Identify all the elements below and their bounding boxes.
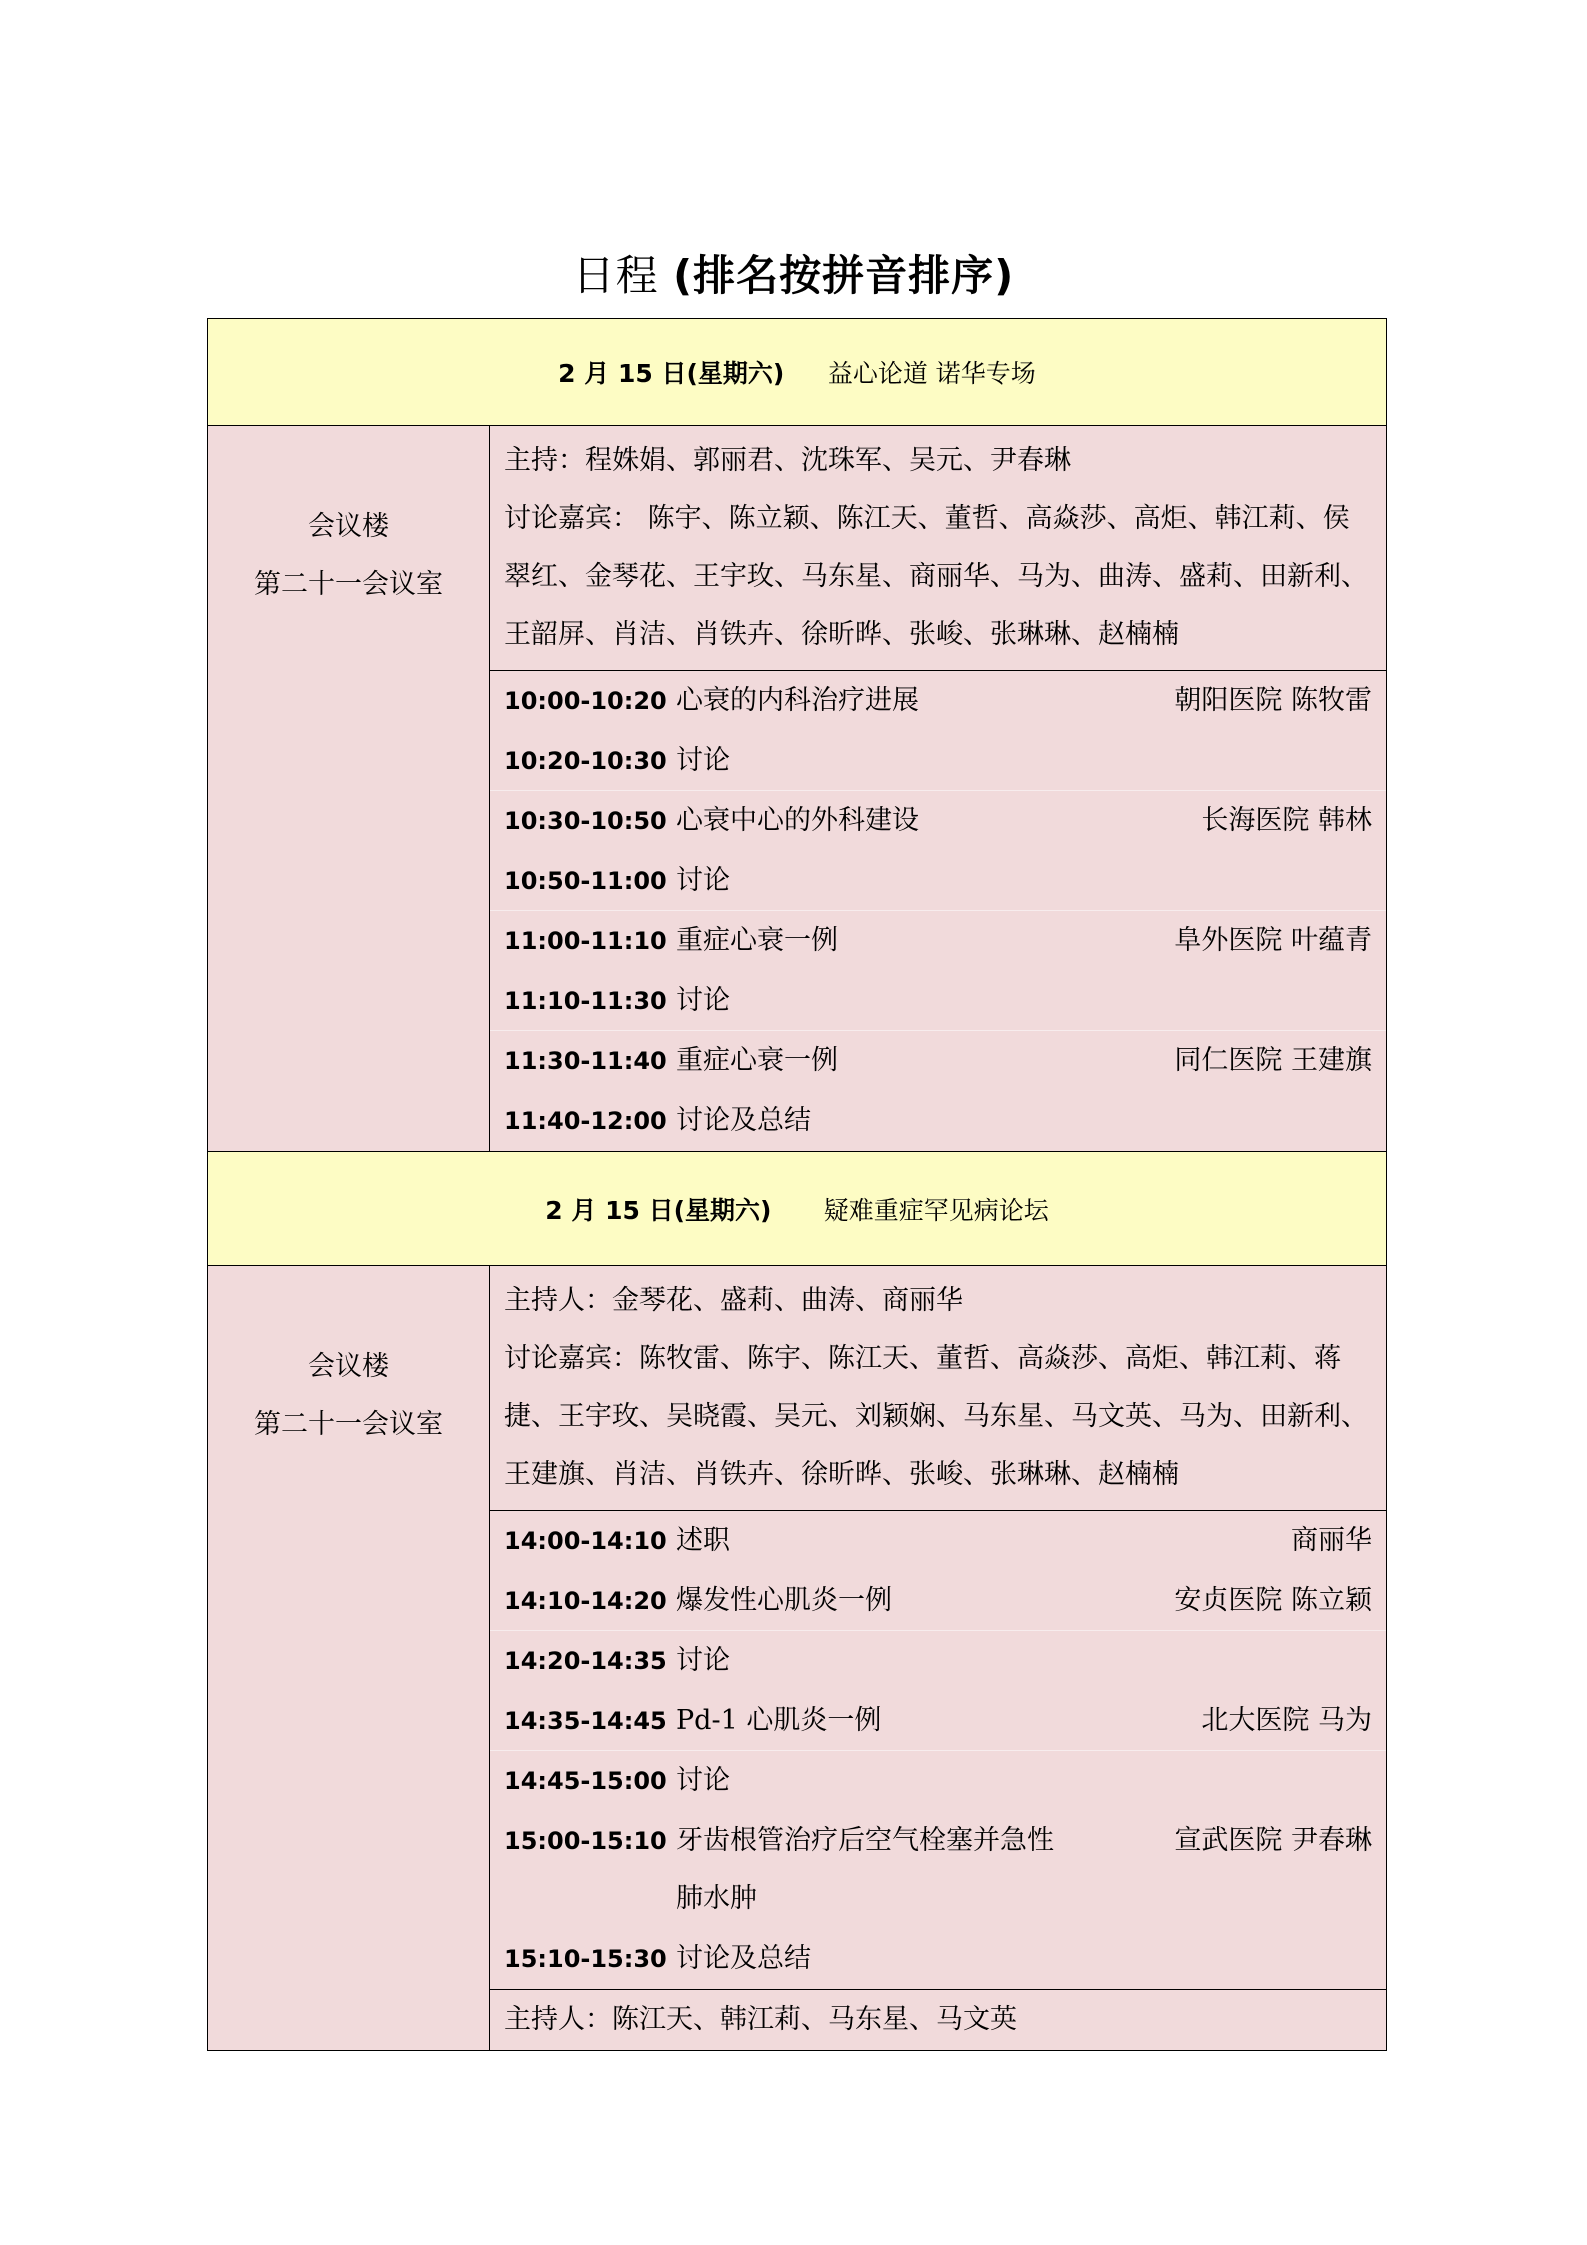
- agenda-topic: 牙齿根管治疗后空气栓塞并急性肺水肿: [676, 1825, 1054, 1914]
- agenda-item: [490, 791, 1386, 851]
- agenda-topic: 重症心衰一例: [676, 925, 838, 956]
- session-content: [490, 426, 1387, 1152]
- session-header: [208, 1152, 1387, 1266]
- agenda-item: [490, 1511, 1386, 1571]
- closing-cell: [490, 1990, 1387, 2051]
- agenda-item: [490, 1571, 1386, 1631]
- venue-building: 会议楼: [308, 511, 389, 542]
- agenda-time: 10:20-10:30: [504, 747, 667, 775]
- agenda-time: 14:45-15:00: [504, 1767, 667, 1795]
- venue-building: 会议楼: [308, 1351, 389, 1382]
- agenda-item: [490, 851, 1386, 911]
- agenda-topic: 心衰中心的外科建设: [676, 805, 919, 836]
- agenda-time: 10:30-10:50: [504, 807, 667, 835]
- agenda-item: [490, 971, 1386, 1031]
- venue-room: 第二十一会议室: [254, 1409, 443, 1440]
- agenda-item: [490, 671, 1386, 731]
- agenda-topic: Pd-1 心肌炎一例: [676, 1705, 882, 1736]
- agenda-topic: 讨论: [676, 865, 730, 896]
- agenda-topic: 讨论及总结: [676, 1105, 811, 1136]
- agenda-item: [490, 1031, 1386, 1091]
- title-sub: (排名按拼音排序): [672, 251, 1015, 300]
- agenda-item: [490, 1929, 1386, 1989]
- session-date: 2 月 15 日(星期六): [558, 359, 785, 388]
- agenda-item: [490, 1091, 1386, 1151]
- agenda-time: 11:10-11:30: [504, 987, 667, 1015]
- title-main: 日程: [572, 251, 659, 300]
- agenda-item: [490, 1811, 1386, 1929]
- agenda-speaker: 阜外医院 叶蕴青: [1174, 925, 1372, 956]
- hosts-line: 主持人：金琴花、盛莉、曲涛、商丽华: [504, 1285, 963, 1316]
- agenda-item: [490, 731, 1386, 791]
- agenda-speaker: 安贞医院 陈立颖: [1174, 1585, 1372, 1616]
- agenda-topic: 讨论: [676, 745, 730, 776]
- agenda-time: 14:35-14:45: [504, 1707, 667, 1735]
- session-title: 疑难重症罕见病论坛: [823, 1195, 1049, 1225]
- session-header: [208, 319, 1387, 426]
- agenda-time: 15:00-15:10: [504, 1827, 667, 1855]
- agenda-time: 14:00-14:10: [504, 1527, 667, 1555]
- agenda-topic: 述职: [676, 1525, 730, 1556]
- agenda-speaker: 商丽华: [1291, 1525, 1372, 1556]
- agenda-time: 11:00-11:10: [504, 927, 667, 955]
- agenda-topic: 心衰的内科治疗进展: [676, 685, 919, 716]
- agenda-topic: 重症心衰一例: [676, 1045, 838, 1076]
- session-header-cell: [208, 1152, 1387, 1266]
- agenda-item: [490, 1751, 1386, 1811]
- agenda-time: 15:10-15:30: [504, 1945, 667, 1973]
- agenda-time: 11:40-12:00: [504, 1107, 667, 1135]
- schedule-table: [207, 318, 1387, 2051]
- venue-cell: [208, 426, 490, 1152]
- session-content: [490, 1266, 1387, 1990]
- agenda-topic: 讨论: [676, 985, 730, 1016]
- page-title: [0, 248, 1587, 304]
- agenda-list: [490, 670, 1386, 1151]
- agenda-time: 10:00-10:20: [504, 687, 667, 715]
- guests-line: 讨论嘉宾： 陈宇、陈立颖、陈江天、董哲、高焱莎、高炬、韩江莉、侯翠红、金琴花、王宇玫、马东星、商丽华、马为、曲涛、盛莉、田新利、王韶屏、肖洁、肖铁卉、徐昕晔、张峻、张琳琳、赵楠楠: [504, 503, 1368, 650]
- agenda-time: 14:20-14:35: [504, 1647, 667, 1675]
- agenda-topic: 讨论: [676, 1765, 730, 1796]
- agenda-topic: 讨论及总结: [676, 1943, 811, 1974]
- agenda-item: [490, 1691, 1386, 1751]
- session-body: [208, 1266, 1387, 1990]
- agenda-item: [490, 911, 1386, 971]
- agenda-topic: 爆发性心肌炎一例: [676, 1585, 892, 1616]
- agenda-time: 11:30-11:40: [504, 1047, 667, 1075]
- agenda-speaker: 北大医院 马为: [1201, 1705, 1372, 1736]
- session-header-cell: [208, 319, 1387, 426]
- agenda-speaker: 宣武医院 尹春琳: [1174, 1825, 1372, 1856]
- agenda-speaker: 长海医院 韩林: [1201, 805, 1372, 836]
- session-date: 2 月 15 日(星期六): [545, 1195, 772, 1225]
- agenda-time: 10:50-11:00: [504, 867, 667, 895]
- agenda-item: [490, 1631, 1386, 1691]
- agenda-speaker: 同仁医院 王建旗: [1174, 1045, 1372, 1076]
- agenda-topic: 讨论: [676, 1645, 730, 1676]
- agenda-list: [490, 1510, 1386, 1989]
- venue-room: 第二十一会议室: [254, 569, 443, 600]
- guests-line: 讨论嘉宾：陈牧雷、陈宇、陈江天、董哲、高焱莎、高炬、韩江莉、蒋捷、王宇玫、吴晓霞、吴元、刘颖娴、马东星、马文英、马为、田新利、王建旗、肖洁、肖铁卉、徐昕晔、张峻、张琳琳、赵楠楠: [504, 1343, 1368, 1490]
- closing-hosts: 主持人：陈江天、韩江莉、马东星、马文英: [504, 2004, 1017, 2035]
- agenda-speaker: 朝阳医院 陈牧雷: [1174, 685, 1372, 716]
- venue-cell: [208, 1266, 490, 2051]
- session-title: 益心论道 诺华专场: [827, 359, 1036, 388]
- session-body: [208, 426, 1387, 1152]
- hosts-line: 主持：程姝娟、郭丽君、沈珠军、吴元、尹春琳: [504, 445, 1071, 476]
- agenda-time: 14:10-14:20: [504, 1587, 667, 1615]
